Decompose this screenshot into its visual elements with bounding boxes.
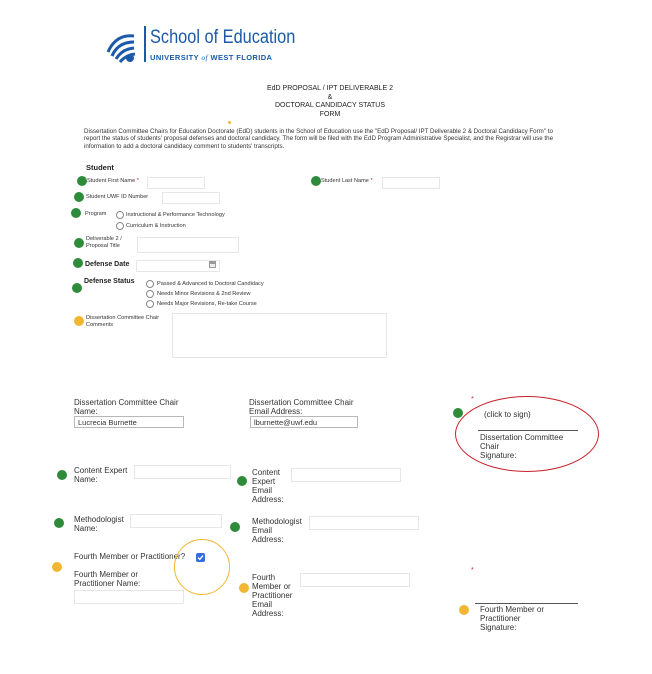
program-option-ci: Curriculum & Instruction bbox=[126, 223, 186, 229]
content-expert-name-input[interactable] bbox=[134, 465, 231, 479]
logo bbox=[104, 26, 296, 70]
click-to-sign[interactable]: (click to sign) bbox=[484, 410, 531, 419]
chair-sig-required: * bbox=[471, 396, 474, 403]
logo-title: School of Education bbox=[150, 27, 296, 48]
chair-name-label: Dissertation Committee Chair Name: bbox=[74, 398, 179, 416]
deliverable-input[interactable] bbox=[137, 237, 239, 253]
content-expert-email-input[interactable] bbox=[291, 468, 401, 482]
fourth-sig-marker bbox=[459, 605, 469, 615]
program-radio-ipt[interactable] bbox=[116, 211, 124, 219]
fourth-sig-label: Fourth Member or Practitioner Signature: bbox=[480, 605, 545, 632]
program-label: Program bbox=[85, 211, 107, 217]
fourth-name-label: Fourth Member or Practitioner Name: bbox=[74, 570, 141, 588]
defense-date-label: Defense Date bbox=[85, 261, 130, 268]
program-marker bbox=[71, 208, 81, 218]
status-option-passed: Passed & Advanced to Doctoral Candidacy bbox=[157, 281, 264, 287]
last-name-input[interactable] bbox=[382, 177, 440, 189]
fourth-sig-line bbox=[475, 603, 578, 604]
status-option-major: Needs Major Revisions, Re-take Course bbox=[157, 301, 257, 307]
content-expert-email-label: Content Expert Email Address: bbox=[252, 468, 284, 504]
fourth-name-input[interactable] bbox=[74, 590, 184, 604]
methodologist-name-input[interactable] bbox=[130, 514, 222, 528]
fourth-email-label: Fourth Member or Practitioner Email Address: bbox=[252, 573, 293, 618]
id-marker bbox=[74, 192, 84, 202]
program-radio-ci[interactable] bbox=[116, 222, 124, 230]
title-marker-dot bbox=[228, 121, 231, 124]
last-name-label: Student Last Name * bbox=[321, 178, 373, 184]
methodologist-email-marker bbox=[230, 522, 240, 532]
content-expert-marker bbox=[57, 470, 67, 480]
last-name-marker bbox=[311, 176, 321, 186]
content-expert-email-marker bbox=[237, 476, 247, 486]
chair-sig-label: Dissertation Committee Chair Signature: bbox=[480, 433, 564, 460]
defense-date-input[interactable] bbox=[136, 260, 220, 272]
logo-subtitle: UNIVERSITY of WEST FLORIDA bbox=[150, 53, 273, 62]
deliverable-label: Deliverable 2 / Proposal Title bbox=[86, 236, 122, 249]
fourth-sig-required: * bbox=[471, 567, 474, 574]
defense-status-label: Defense Status bbox=[84, 278, 135, 285]
id-label: Student UWF ID Number bbox=[86, 194, 149, 200]
first-name-input[interactable] bbox=[147, 177, 205, 189]
status-radio-major[interactable] bbox=[146, 300, 154, 308]
methodologist-email-label: Methodologist Email Address: bbox=[252, 517, 302, 544]
fourth-email-marker bbox=[239, 583, 249, 593]
chair-email-label: Dissertation Committee Chair Email Address: bbox=[249, 398, 354, 416]
deliverable-marker bbox=[74, 238, 84, 248]
fourth-member-highlight-circle bbox=[174, 539, 230, 595]
form-title: EdD PROPOSAL / IPT DELIVERABLE 2 & DOCTORAL CANDIDACY STATUS FORM bbox=[266, 85, 394, 118]
program-option-ipt: Instructional & Performance Technology bbox=[126, 212, 225, 218]
fourth-email-input[interactable] bbox=[300, 573, 410, 587]
content-expert-name-label: Content Expert Name: bbox=[74, 466, 128, 484]
comments-textarea[interactable] bbox=[172, 313, 387, 358]
methodologist-name-label: Methodologist Name: bbox=[74, 515, 124, 533]
methodologist-email-input[interactable] bbox=[309, 516, 419, 530]
school-logo-icon bbox=[104, 28, 142, 66]
comments-marker bbox=[74, 316, 84, 326]
fourth-member-marker bbox=[52, 562, 62, 572]
student-heading: Student bbox=[86, 163, 114, 172]
chair-email-input[interactable]: lburnette@uwf.edu bbox=[250, 416, 358, 428]
comments-label: Dissertation Committee Chair Comments bbox=[86, 315, 160, 328]
calendar-icon[interactable] bbox=[209, 261, 216, 268]
status-radio-minor[interactable] bbox=[146, 290, 154, 298]
intro-paragraph: Dissertation Committee Chairs for Education Doctorate (EdD) students in the School of Education use the "EdD Proposal/ IPT Deliverable 2 & Doctoral Candidacy Form" to report the status of students' proposal defenses and doctoral candidacy. The form will be filed with the EdD Program Administrative Specialist, and the Registrar will use the information to add a doctoral candidacy comment to students' transcripts. bbox=[84, 128, 554, 150]
status-radio-passed[interactable] bbox=[146, 280, 154, 288]
defense-date-marker bbox=[73, 258, 83, 268]
status-option-minor: Needs Minor Revisions & 2nd Review bbox=[157, 291, 251, 297]
first-name-label: Student First Name * bbox=[87, 178, 139, 184]
chair-sig-highlight-circle bbox=[455, 396, 599, 472]
defense-status-marker bbox=[72, 283, 82, 293]
methodologist-marker bbox=[54, 518, 64, 528]
id-input[interactable] bbox=[162, 192, 220, 204]
fourth-member-question: Fourth Member or Practitioner? bbox=[74, 552, 186, 561]
chair-name-input[interactable]: Lucrecia Burnette bbox=[74, 416, 184, 428]
first-name-marker bbox=[77, 176, 87, 186]
